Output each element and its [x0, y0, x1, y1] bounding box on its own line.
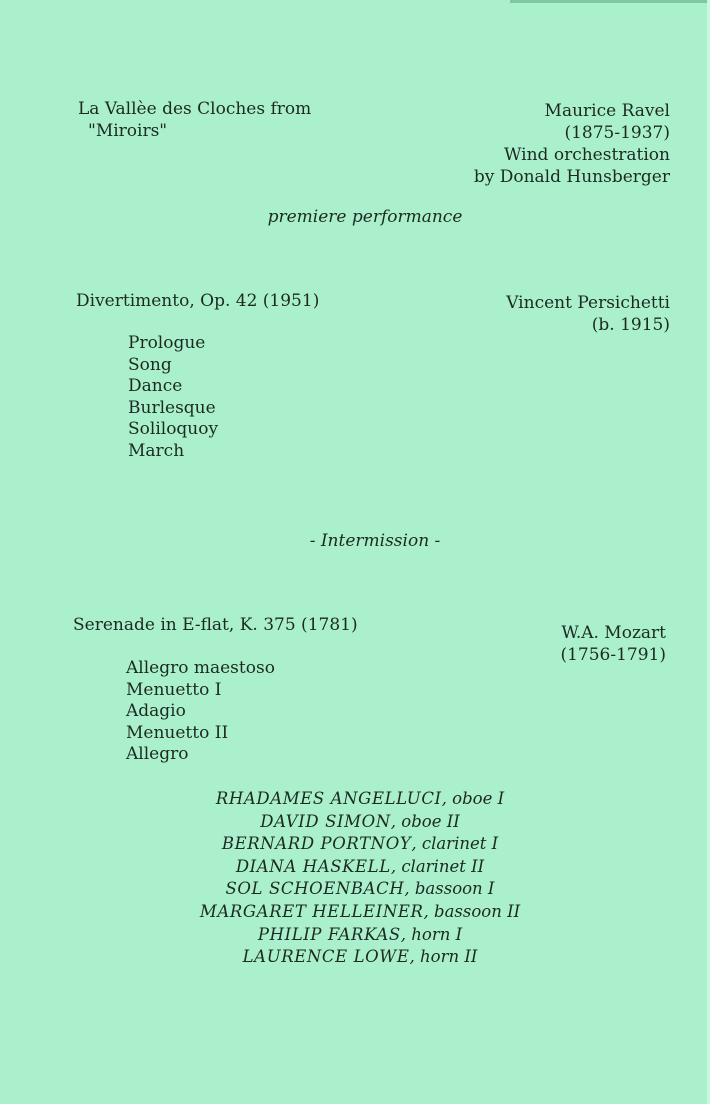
performer-instrument: oboe I — [452, 789, 505, 808]
piece-3-title: Serenade in E-flat, K. 375 (1781) — [73, 615, 358, 635]
premiere-note: premiere performance — [267, 207, 463, 227]
movement: Adagio — [126, 701, 186, 722]
movement: Soliloquoy — [128, 419, 219, 440]
performer-name: DAVID SIMON — [260, 811, 391, 831]
movement: March — [128, 440, 185, 461]
piece-2-movements — [128, 333, 218, 463]
movement: Dance — [128, 376, 183, 397]
movement: Burlesque — [128, 397, 216, 418]
performer-name: PHILIP FARKAS — [257, 924, 401, 944]
performer-row: DIANA HASKELL, clarinet II — [235, 856, 485, 876]
movement: Allegro — [126, 744, 189, 765]
movement: Menuetto II — [126, 722, 229, 743]
piece-1-composer-dates: (1875-1937) — [564, 123, 670, 143]
piece-1-title-line-2: "Miroirs" — [88, 121, 168, 141]
performer-instrument: bassoon I — [414, 879, 495, 899]
performer-instrument: clarinet I — [421, 834, 499, 854]
performer-row: DAVID SIMON, oboe II — [260, 811, 460, 831]
performer-row: BERNARD PORTNOY, clarinet I — [221, 834, 499, 854]
performers-roster — [150, 788, 570, 969]
piece-3-composer-name: W.A. Mozart — [561, 623, 666, 643]
performer-row: PHILIP FARKAS, horn I — [257, 924, 463, 944]
piece-1-arranger: by Donald Hunsberger — [473, 167, 670, 187]
performer-name: SOL SCHOENBACH — [225, 879, 405, 899]
piece-2-composer-name: Vincent Persichetti — [506, 293, 670, 313]
intermission: - Intermission - — [309, 531, 441, 551]
performer-name: RHADAMES ANGELLUCI — [215, 789, 442, 808]
piece-2-composer-dates: (b. 1915) — [591, 315, 670, 335]
performer-instrument: oboe II — [401, 811, 460, 831]
performer-name: DIANA HASKELL — [235, 856, 391, 876]
performer-name: MARGARET HELLEINER — [199, 901, 424, 921]
performer-row: LAURENCE LOWE, horn II — [242, 947, 478, 967]
movement: Song — [128, 354, 172, 375]
piece-1-title — [78, 98, 311, 142]
performer-row: SOL SCHOENBACH, bassoon I — [225, 879, 495, 899]
piece-1-composer-name: Maurice Ravel — [544, 101, 670, 121]
performer-row: RHADAMES ANGELLUCI, oboe I — [215, 789, 505, 808]
movement: Menuetto I — [126, 679, 222, 700]
performer-instrument: horn II — [420, 947, 478, 967]
movement: Allegro maestoso — [126, 658, 275, 678]
performer-name: LAURENCE LOWE — [242, 947, 410, 967]
piece-1-orchestration: Wind orchestration — [503, 145, 670, 165]
performer-instrument: horn I — [411, 924, 463, 944]
piece-1-title-line-1: La Vallèe des Cloches from — [78, 99, 312, 119]
performer-name: BERNARD PORTNOY — [221, 834, 412, 854]
performer-instrument: clarinet II — [401, 856, 485, 876]
movement: Prologue — [128, 333, 206, 353]
piece-3-movements — [126, 658, 275, 766]
piece-1-composer — [474, 100, 670, 188]
piece-3-composer-dates: (1756-1791) — [560, 645, 666, 665]
performer-instrument: bassoon II — [434, 901, 521, 921]
performer-row: MARGARET HELLEINER, bassoon II — [199, 901, 521, 921]
top-edge-line — [510, 0, 710, 3]
piece-2-composer — [506, 292, 670, 336]
piece-3-composer — [560, 622, 666, 666]
piece-2-title: Divertimento, Op. 42 (1951) — [76, 291, 320, 311]
